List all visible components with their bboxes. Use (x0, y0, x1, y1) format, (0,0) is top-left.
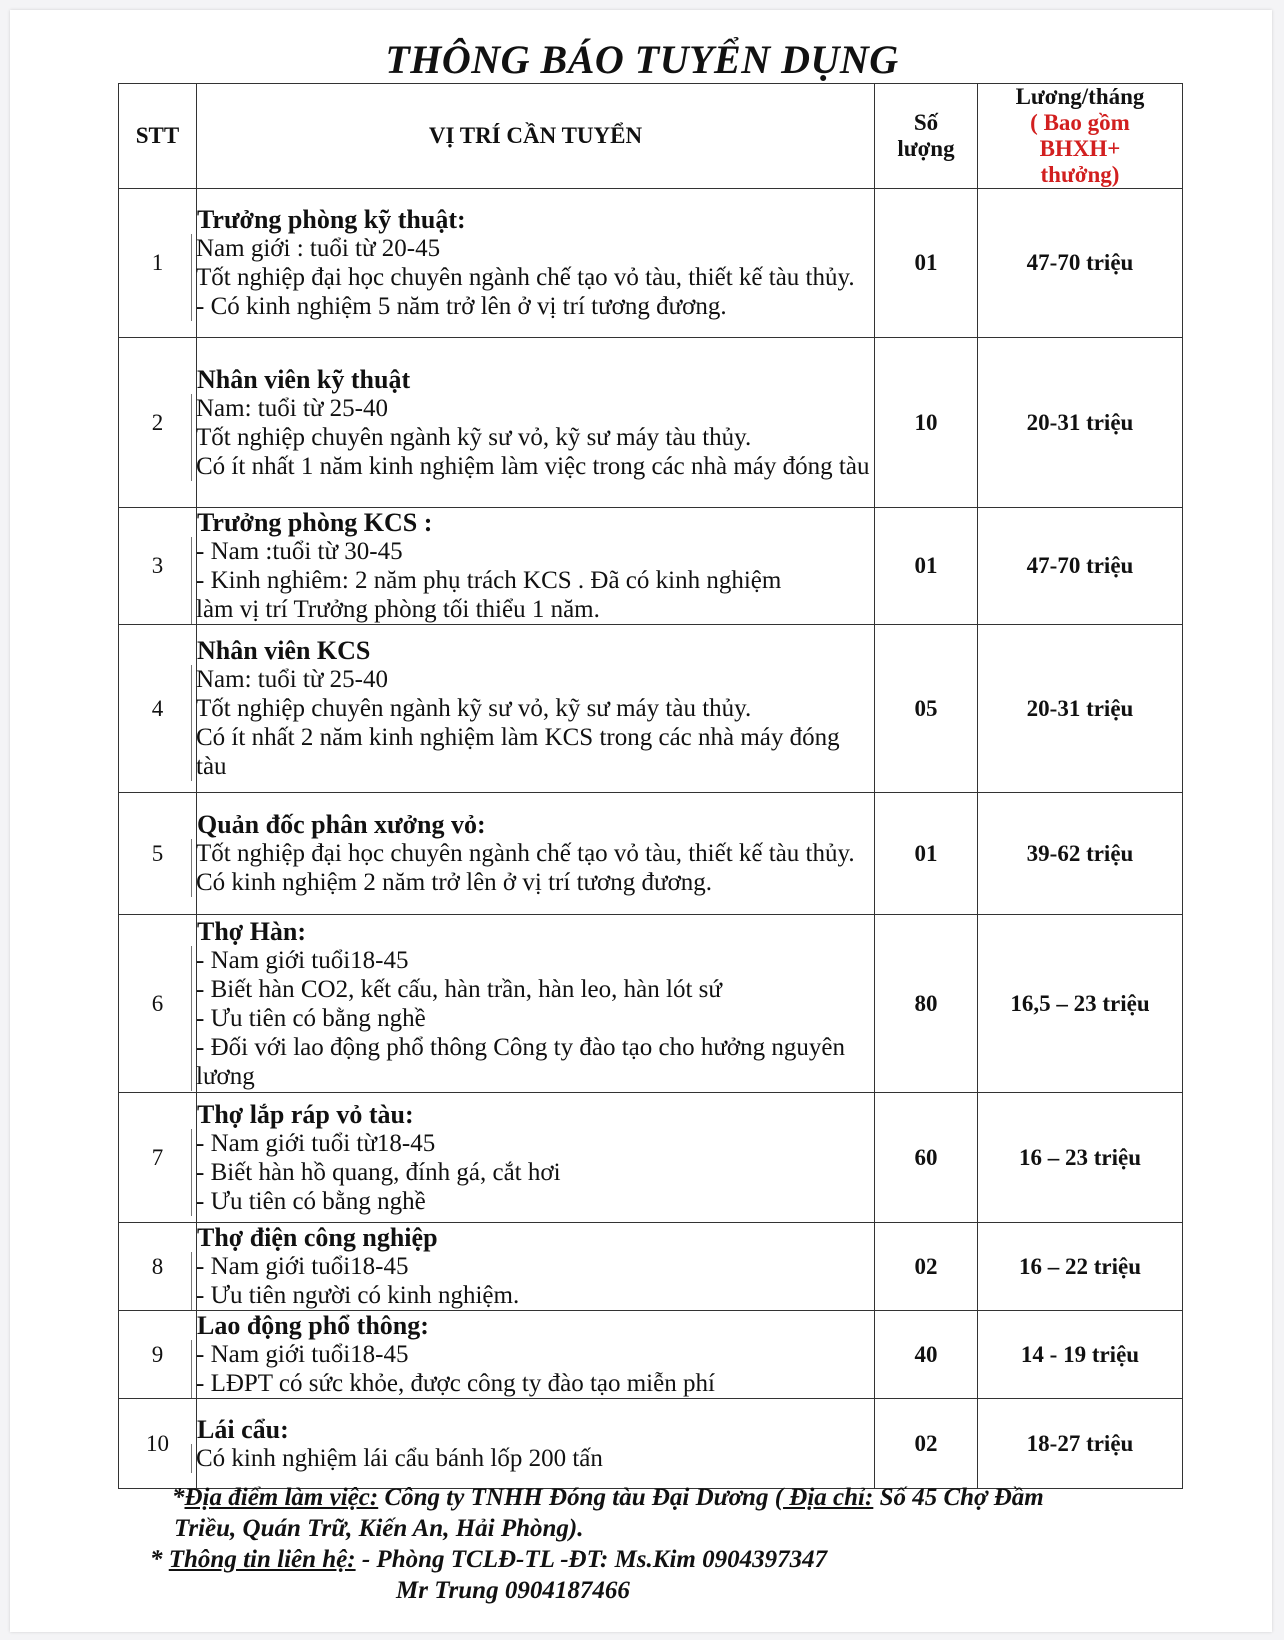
row-salary: 16 – 22 triệu (978, 1223, 1183, 1311)
requirement-line: - Kinh nghiêm: 2 năm phụ trách KCS . Đã có kinh nghiệm (191, 566, 874, 595)
row-position (197, 1399, 875, 1489)
position-title: Trưởng phòng KCS : (197, 508, 433, 537)
position-title: Nhân viên KCS (197, 636, 371, 665)
contact-info: * Thông tin liên hệ: - Phòng TCLĐ-TL -ĐT: Ms.Kim 0904397347 (150, 1546, 828, 1573)
table-row (119, 1311, 1183, 1399)
row-stt: 8 (119, 1223, 197, 1311)
header-position: VỊ TRÍ CẦN TUYỂN (197, 84, 875, 189)
requirement-line: làm vị trí Trưởng phòng tối thiểu 1 năm. (191, 595, 874, 624)
contact-text: - Phòng TCLĐ-TL -ĐT: Ms.Kim 0904397347 (355, 1546, 828, 1573)
row-salary: 18-27 triệu (978, 1399, 1183, 1489)
header-salary-line1: Lương/tháng (1015, 84, 1145, 109)
position-title: Lái cẩu: (197, 1414, 289, 1444)
address-label: Địa chỉ: (783, 1484, 874, 1511)
row-position (197, 1093, 875, 1223)
position-title: Thợ Hàn: (197, 916, 307, 946)
row-stt: 4 (119, 625, 197, 793)
row-quantity: 02 (875, 1399, 978, 1489)
table-row (119, 1399, 1183, 1489)
row-salary: 16,5 – 23 triệu (978, 915, 1183, 1093)
requirement-line: - Có kinh nghiệm 5 năm trở lên ở vị trí tương đương. (191, 292, 874, 321)
requirement-line: Tốt nghiệp đại học chuyên ngành chế tạo vỏ tàu, thiết kế tàu thủy. (191, 263, 874, 292)
row-stt: 5 (119, 793, 197, 915)
row-salary: 20-31 triệu (978, 338, 1183, 508)
requirement-line: Tốt nghiệp chuyên ngành kỹ sư vỏ, kỹ sư máy tàu thủy. (191, 694, 874, 723)
requirement-line: Tốt nghiệp chuyên ngành kỹ sư vỏ, kỹ sư máy tàu thủy. (191, 423, 874, 452)
requirement-line: - Biết hàn CO2, kết cấu, hàn trần, hàn leo, hàn lót sứ (191, 975, 874, 1004)
requirement-line: - Nam giới tuổi18-45 (191, 946, 874, 975)
row-position (197, 1311, 875, 1399)
table-row (119, 1093, 1183, 1223)
requirement-line: - Ưu tiên có bằng nghề (191, 1004, 874, 1033)
requirement-line: Có ít nhất 1 năm kinh nghiệm làm việc trong các nhà máy đóng tàu (191, 452, 874, 481)
row-stt: 9 (119, 1311, 197, 1399)
row-stt: 3 (119, 508, 197, 625)
row-quantity: 05 (875, 625, 978, 793)
requirement-line: Nam: tuổi từ 25-40 (191, 394, 874, 423)
header-salary-note2: BHXH+ (1039, 136, 1121, 161)
position-title: Quản đốc phân xưởng vỏ: (197, 810, 486, 839)
header-salary-note3: thưởng) (1040, 162, 1120, 187)
row-quantity: 01 (875, 793, 978, 915)
row-position (197, 915, 875, 1093)
table-row (119, 793, 1183, 915)
row-salary: 20-31 triệu (978, 625, 1183, 793)
work-location: *Địa điểm làm việc: Công ty TNHH Đóng tàu Đại Dương ( Địa chỉ: Số 45 Chợ Đầm (172, 1484, 1044, 1511)
table-row (119, 915, 1183, 1093)
address-text: Số 45 Chợ Đầm (873, 1484, 1044, 1511)
header-quantity-line1: Số (913, 110, 939, 135)
row-stt: 1 (119, 189, 197, 338)
table-row (119, 508, 1183, 625)
row-stt: 7 (119, 1093, 197, 1223)
row-position (197, 189, 875, 338)
requirement-line: Có kinh nghiệm 2 năm trở lên ở vị trí tương đương. (191, 868, 874, 897)
row-position (197, 625, 875, 793)
requirement-line: Nam: tuổi từ 25-40 (191, 665, 874, 694)
row-salary: 14 - 19 triệu (978, 1311, 1183, 1399)
header-salary (978, 84, 1183, 189)
row-position (197, 508, 875, 625)
page-title: THÔNG BÁO TUYỂN DỤNG (385, 37, 899, 82)
row-quantity: 01 (875, 508, 978, 625)
requirement-line: - Đối với lao động phổ thông Công ty đào tạo cho hưởng nguyên lương (191, 1033, 874, 1091)
row-position (197, 1223, 875, 1311)
row-position (197, 338, 875, 508)
row-quantity: 40 (875, 1311, 978, 1399)
requirement-line: Có ít nhất 2 năm kinh nghiệm làm KCS trong các nhà máy đóng tàu (191, 723, 874, 781)
requirement-line: - Biết hàn hồ quang, đính gá, cắt hơi (191, 1158, 874, 1187)
row-salary: 47-70 triệu (978, 508, 1183, 625)
requirement-line: - LĐPT có sức khỏe, được công ty đào tạo miễn phí (191, 1369, 874, 1398)
position-title: Nhân viên kỹ thuật (197, 364, 411, 394)
position-title: Thợ lắp ráp vỏ tàu: (197, 1099, 414, 1129)
header-stt: STT (119, 84, 197, 189)
row-quantity: 01 (875, 189, 978, 338)
position-title: Lao động phổ thông: (197, 1311, 429, 1340)
requirement-line: Tốt nghiệp đại học chuyên ngành chế tạo vỏ tàu, thiết kế tàu thủy. (191, 839, 874, 868)
recruitment-table (118, 83, 1183, 1489)
requirement-line: - Nam giới tuổi18-45 (191, 1340, 874, 1369)
table-row (119, 1223, 1183, 1311)
requirement-line: - Nam giới tuổi18-45 (191, 1252, 874, 1281)
contact-text-line2: Mr Trung 0904187466 (396, 1577, 630, 1604)
address-text-line2: Triều, Quán Trữ, Kiến An, Hải Phòng). (174, 1515, 584, 1542)
requirement-line: - Nam :tuổi từ 30-45 (191, 537, 874, 566)
row-stt: 6 (119, 915, 197, 1093)
table-row (119, 625, 1183, 793)
row-salary: 16 – 23 triệu (978, 1093, 1183, 1223)
table-row (119, 189, 1183, 338)
row-salary: 47-70 triệu (978, 189, 1183, 338)
header-salary-note1: ( Bao gồm (1030, 110, 1130, 135)
header-quantity (875, 84, 978, 189)
requirement-line: Nam giới : tuổi từ 20-45 (191, 234, 874, 263)
work-location-label: Địa điểm làm việc: (184, 1484, 379, 1511)
work-location-text: Công ty TNHH Đóng tàu Đại Dương ( (378, 1484, 784, 1511)
header-quantity-line2: lượng (897, 136, 955, 161)
requirement-line: - Nam giới tuổi từ18-45 (191, 1129, 874, 1158)
row-salary: 39-62 triệu (978, 793, 1183, 915)
row-stt: 2 (119, 338, 197, 508)
position-title: Thợ điện công nghiệp (197, 1223, 438, 1252)
position-title: Trưởng phòng kỹ thuật: (197, 205, 466, 234)
row-stt: 10 (119, 1399, 197, 1489)
requirement-line: - Ưu tiên có bằng nghề (191, 1187, 874, 1216)
row-quantity: 02 (875, 1223, 978, 1311)
requirement-line: Có kinh nghiệm lái cẩu bánh lốp 200 tấn (191, 1444, 874, 1473)
row-quantity: 80 (875, 915, 978, 1093)
row-quantity: 60 (875, 1093, 978, 1223)
table-row (119, 338, 1183, 508)
row-position (197, 793, 875, 915)
footer-notes (150, 1482, 1150, 1606)
contact-label: Thông tin liên hệ: (168, 1546, 356, 1573)
requirement-line: - Ưu tiên người có kinh nghiệm. (191, 1281, 874, 1310)
row-quantity: 10 (875, 338, 978, 508)
